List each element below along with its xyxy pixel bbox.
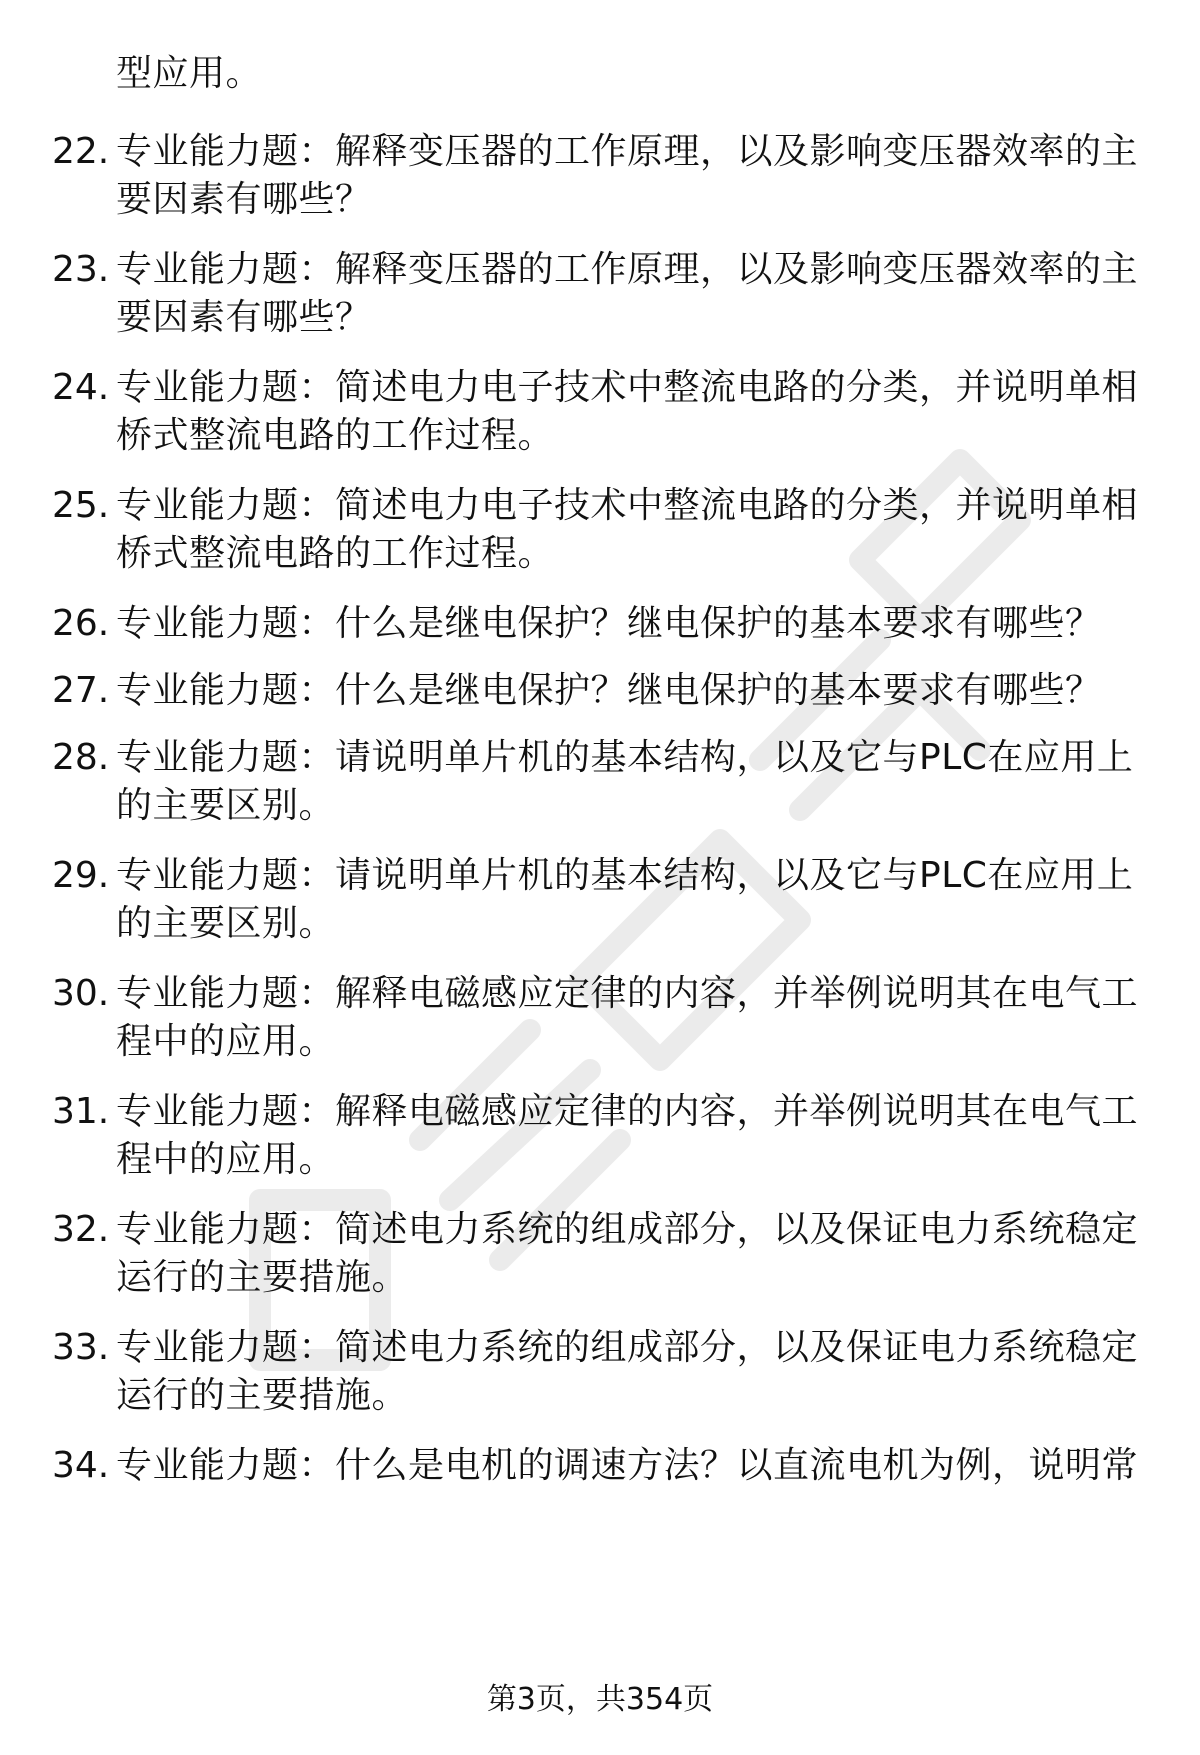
item-text-line: 专业能力题：简述电力电子技术中整流电路的分类，并说明单相 [116, 485, 1139, 526]
item-text-line: 专业能力题：什么是电机的调速方法？以直流电机为例，说明常 [116, 1445, 1139, 1486]
item-text-line: 程中的应用。 [116, 1021, 336, 1062]
item-number: 28. [52, 737, 110, 778]
item-number: 30. [52, 973, 110, 1014]
page-footer: 第3页，共354页 [486, 1682, 714, 1717]
item-text-line: 的主要区别。 [116, 785, 336, 826]
item-text-line: 专业能力题：解释变压器的工作原理，以及影响变压器效率的主 [116, 131, 1139, 172]
item-text-line: 桥式整流电路的工作过程。 [116, 415, 555, 456]
item-number: 27. [52, 670, 110, 711]
item-text-line: 专业能力题：解释电磁感应定律的内容，并举例说明其在电气工 [116, 973, 1139, 1014]
item-text-line: 专业能力题：请说明单片机的基本结构，以及它与PLC在应用上 [116, 855, 1134, 896]
item-text-line: 要因素有哪些？ [116, 179, 372, 220]
item-number: 25. [52, 485, 110, 526]
item-text-line: 程中的应用。 [116, 1139, 336, 1180]
item-text-line: 专业能力题：请说明单片机的基本结构，以及它与PLC在应用上 [116, 737, 1134, 778]
item-text-line: 专业能力题：解释变压器的工作原理，以及影响变压器效率的主 [116, 249, 1139, 290]
item-text-line: 专业能力题：什么是继电保护？继电保护的基本要求有哪些？ [116, 603, 1102, 644]
item-number: 23. [52, 249, 110, 290]
item-number: 33. [52, 1327, 110, 1368]
item-number: 24. [52, 367, 110, 408]
item-number: 29. [52, 855, 110, 896]
item-text-line: 要因素有哪些？ [116, 297, 372, 338]
item-text-line: 桥式整流电路的工作过程。 [116, 533, 555, 574]
item-text-line: 专业能力题：什么是继电保护？继电保护的基本要求有哪些？ [116, 670, 1102, 711]
item-text-line: 专业能力题：简述电力系统的组成部分，以及保证电力系统稳定 [116, 1209, 1139, 1250]
continuation-line: 型应用。 [116, 53, 263, 94]
item-number: 34. [52, 1445, 110, 1486]
item-text-line: 运行的主要措施。 [116, 1257, 409, 1298]
item-text-line: 专业能力题：简述电力电子技术中整流电路的分类，并说明单相 [116, 367, 1139, 408]
item-number: 31. [52, 1091, 110, 1132]
item-text-line: 专业能力题：解释电磁感应定律的内容，并举例说明其在电气工 [116, 1091, 1139, 1132]
item-number: 26. [52, 603, 110, 644]
item-text-line: 的主要区别。 [116, 903, 336, 944]
item-number: 32. [52, 1209, 110, 1250]
item-text-line: 专业能力题：简述电力系统的组成部分，以及保证电力系统稳定 [116, 1327, 1139, 1368]
item-text-line: 运行的主要措施。 [116, 1375, 409, 1416]
item-number: 22. [52, 131, 110, 172]
